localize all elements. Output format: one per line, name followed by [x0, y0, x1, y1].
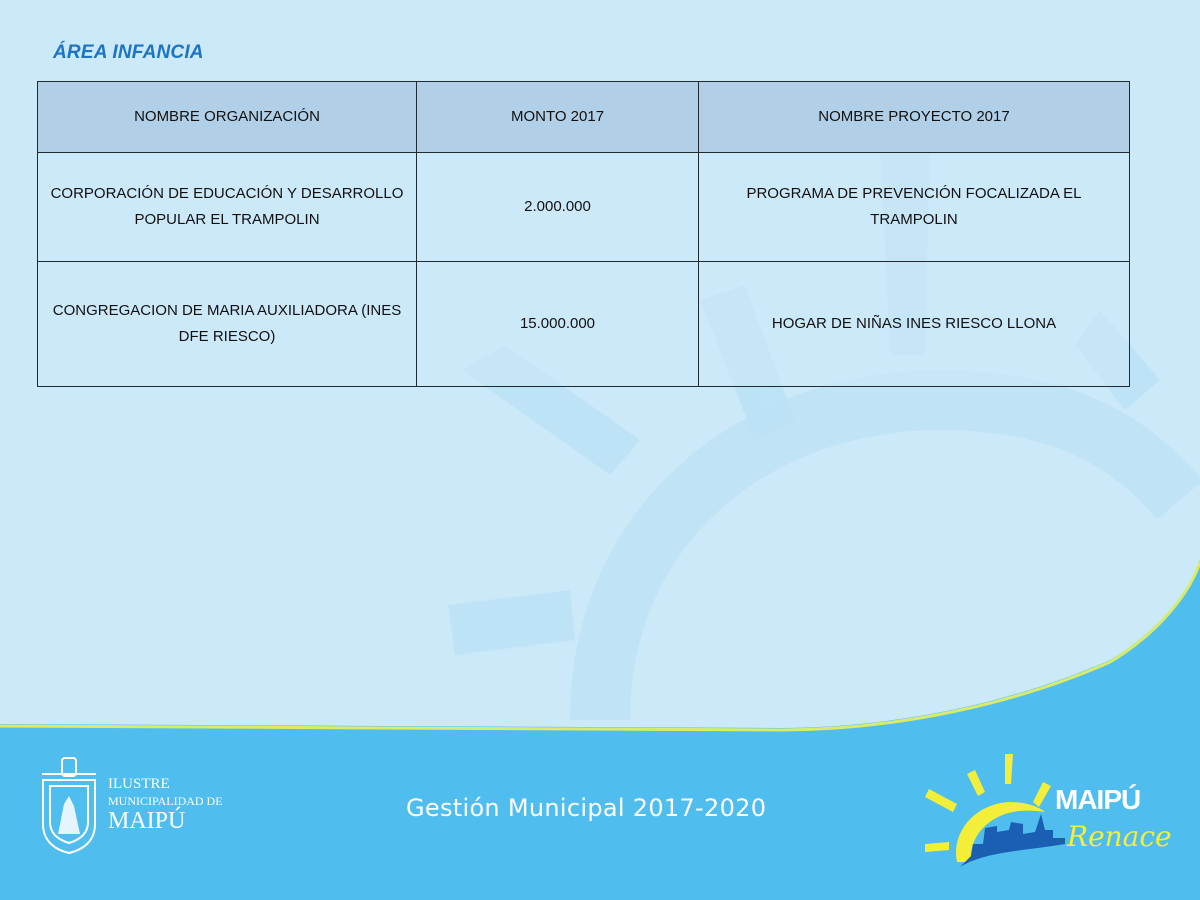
page-title: ÁREA INFANCIA	[53, 42, 204, 63]
municipality-line1: ILUSTRE	[108, 776, 170, 792]
brand-word-renace: Renace	[1067, 820, 1172, 853]
municipality-line2: MUNICIPALIDAD DE	[108, 794, 223, 808]
cell-amount: 15.000.000	[417, 262, 699, 387]
table-header-row	[38, 82, 1130, 153]
maipu-renace-logo	[905, 752, 1195, 877]
municipality-line3: MAIPÚ	[108, 808, 186, 834]
organizations-table	[37, 81, 1130, 387]
cell-project: PROGRAMA DE PREVENCIÓN FOCALIZADA EL TRAMPOLIN	[699, 153, 1130, 262]
cell-organization: CORPORACIÓN DE EDUCACIÓN Y DESARROLLO POPULAR EL TRAMPOLIN	[38, 153, 417, 262]
cell-organization: CONGREGACION DE MARIA AUXILIADORA (INES DFE RIESCO)	[38, 262, 417, 387]
header-amount: MONTO 2017	[417, 82, 699, 153]
footer-tagline: Gestión Municipal 2017-2020	[406, 794, 767, 822]
sun-skyline-icon	[905, 752, 1065, 877]
brand-word-maipu: MAIPÚ	[1055, 784, 1141, 815]
table-row	[38, 262, 1130, 387]
cell-project: HOGAR DE NIÑAS INES RIESCO LLONA	[699, 262, 1130, 387]
header-project: NOMBRE PROYECTO 2017	[699, 82, 1130, 153]
cell-amount: 2.000.000	[417, 153, 699, 262]
table-row	[38, 153, 1130, 262]
municipal-crest-icon	[38, 754, 100, 856]
municipality-logo	[38, 754, 223, 856]
header-organization: NOMBRE ORGANIZACIÓN	[38, 82, 417, 153]
